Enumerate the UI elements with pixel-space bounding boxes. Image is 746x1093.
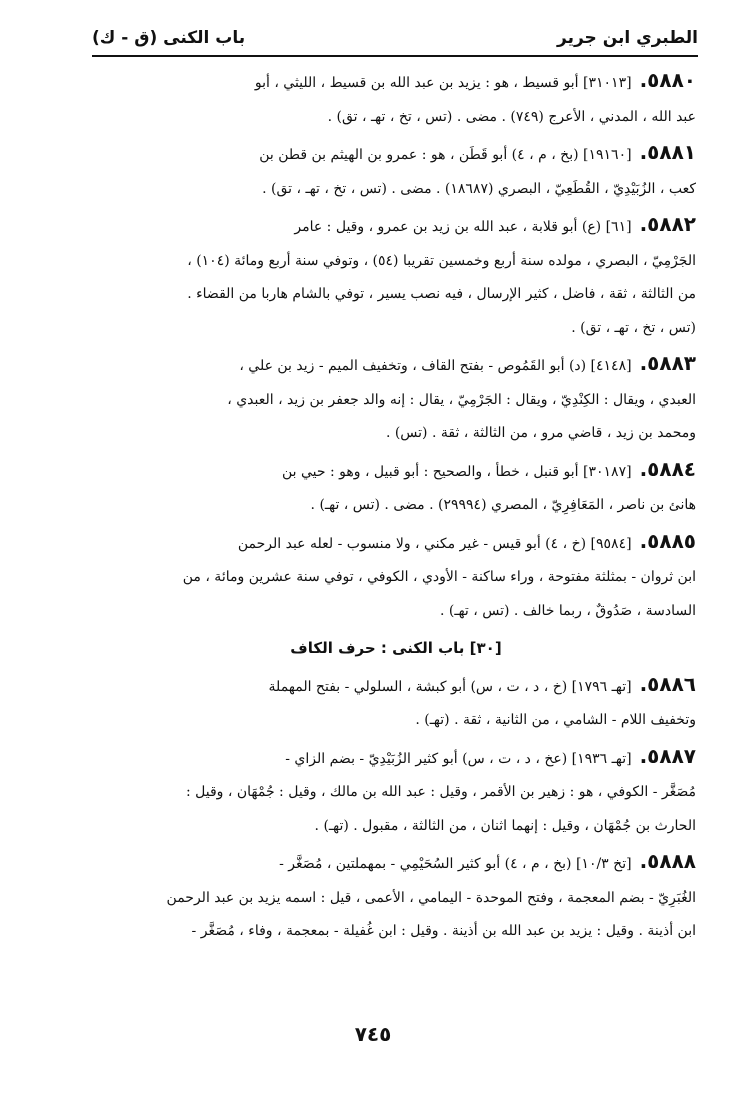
entry-line (96, 64, 696, 101)
entry-text: عبد الله ، المدني ، الأعرج (٧٤٩) . مضى . (تس ، تخ ، تهـ ، تق) . (327, 108, 696, 125)
header-rule (92, 55, 698, 57)
entry-line (96, 882, 696, 916)
page-number: ٧٤٥ (354, 1022, 392, 1046)
entry (96, 845, 696, 949)
entry-text: [تهـ ١٧٩٦] (خ ، د ، ت ، س) أبو كبشة ، السلولي - بفتح المهملة (268, 678, 632, 695)
entry-text: ومحمد بن زيد ، قاضي مرو ، من الثالثة ، ثقة . (تس) . (385, 425, 696, 441)
header-chapter-title: باب الكنى (ق - ك) (92, 28, 246, 48)
entry-number: ٥٨٨٤. (639, 456, 696, 481)
entry-text: ابن أذينة . وقيل : يزيد بن عبد الله بن أذينة . وقيل : ابن غُفيلة - بمعجمة ، وفاء ، مُصَغَّر - (191, 923, 696, 939)
entry (96, 668, 696, 738)
entry-text: ابن ثروان - بمثلثة مفتوحة ، وراء ساكنة - الأودي ، الكوفي ، توفي سنة عشرين ومائة ، من (182, 569, 696, 585)
entry-number: ٥٨٨٧. (639, 743, 696, 768)
entry-line (96, 101, 696, 135)
entry-line (96, 561, 696, 595)
entry-line (96, 245, 696, 279)
entry-line (96, 845, 696, 882)
entry-text: الحارث بن جُمْهَان ، وقيل : إنهما اثنان ، من الثالثة ، مقبول . (تهـ) . (314, 817, 696, 834)
entry-number: ٥٨٨٢. (639, 212, 696, 236)
entry-text: [تهـ ١٩٣٦] (عخ ، د ، ت ، س) أبو كثير الزُبَيْدِيّ - بضم الزاي - (285, 750, 632, 767)
entry-text: العبدي ، ويقال : الكِنْدِيّ ، ويقال : الجَرْمِيّ ، يقال : إنه والد جعفر بن زيد ، العبدي ، (227, 391, 696, 408)
entry-text: [٦١] (ع) أبو قلابة ، عبد الله بن زيد بن عمرو ، وقيل : عامر (294, 219, 632, 235)
entry-line (96, 595, 696, 629)
entry-text: السادسة ، صَدُوقٌ ، ربما خالف . (تس ، تهـ) . (439, 602, 696, 619)
entry-text: الغُبَرِيّ - بضم المعجمة ، وفتح الموحدة - اليمامي ، الأعمى ، قيل : اسمه يزيد بن عبد الرحمن (166, 889, 696, 906)
entry (96, 64, 696, 134)
entry-text: [٣٠١٨٧] أبو قنبل ، خطأ ، والصحيح : أبو قبيل ، وهو : حيي بن (281, 463, 632, 480)
entry-number: ٥٨٨٨. (639, 849, 696, 873)
entry-line (96, 810, 696, 844)
running-header (92, 22, 698, 54)
entry-line (96, 312, 696, 346)
entry-text: من الثالثة ، ثقة ، فاضل ، كثير الإرسال ، فيه نصب يسير ، توفي بالشام هاربا من القضاء . (187, 286, 696, 302)
entry-text: [٤١٤٨] (د) أبو القَمُوص - بفتح القاف ، وتخفيف الميم - زيد بن علي ، (239, 358, 632, 374)
entry-text: الجَرْمِيّ ، البصري ، مولده سنة أربع وخمسين تقريبا (٥٤) ، وتوفي سنة أربع ومائة (١٠٤) ، (187, 252, 696, 269)
entry (96, 525, 696, 629)
entries-qaf (96, 64, 696, 628)
entry (96, 347, 696, 451)
entry-line (96, 740, 696, 777)
entry-line (96, 208, 696, 245)
entry-line (96, 489, 696, 523)
entry (96, 740, 696, 844)
entry-text: وتخفيف اللام - الشامي ، من الثانية ، ثقة . (تهـ) . (415, 712, 696, 728)
entry-text: [٣١٠١٣] أبو قسيط ، هو : يزيد بن عبد الله بن قسيط ، الليثي ، أبو (254, 75, 632, 91)
entry (96, 136, 696, 206)
entry-text: (تس ، تخ ، تهـ ، تق) . (571, 319, 696, 336)
entry (96, 453, 696, 523)
section-title: [٣٠] باب الكنى : حرف الكاف (290, 639, 502, 657)
entry-number: ٥٨٨١. (639, 140, 696, 164)
entry-line (96, 704, 696, 738)
header-book-title: الطبري ابن جرير (557, 28, 698, 48)
entry-line (96, 915, 696, 949)
entry (96, 208, 696, 345)
entry-text: [١٩١٦٠] (بخ ، م ، ٤) أبو قَطَن ، هو : عمرو بن الهيثم بن قطن بن (259, 147, 632, 163)
entry-text: مُصَغَّر - الكوفي ، هو : زهير بن الأقمر ، وقيل : عبد الله بن مالك ، وقيل : جُمْهَان ، وقيل : (185, 784, 696, 800)
entry-line (96, 668, 696, 705)
entry-line (96, 173, 696, 207)
entry-line (96, 417, 696, 451)
entry-text: كعب ، الزُبَيْدِيّ ، القُطَعِيّ ، البصري (١٨٦٨٧) . مضى . (تس ، تخ ، تهـ ، تق) . (262, 180, 696, 197)
entry-text: [٩٥٨٤] (خ ، ٤) أبو قيس - غير مكني ، ولا منسوب - لعله عبد الرحمن (237, 535, 632, 552)
entry-line (96, 136, 696, 173)
entry-line (96, 278, 696, 312)
entry-line (96, 525, 696, 562)
entry-number: ٥٨٨٥. (639, 528, 696, 553)
entry-line (96, 776, 696, 810)
entry-line (96, 384, 696, 418)
entry-number: ٥٨٨٠. (639, 68, 696, 92)
entry-text: [تخ ١٠/٣] (بخ ، م ، ٤) أبو كثير السُحَيْمِي - بمهملتين ، مُصَغَّر - (279, 856, 632, 872)
entry-text: هانئ بن ناصر ، المَعَافِرِيّ ، المصري (٢٩٩٩٤) . مضى . (تس ، تهـ) . (310, 497, 696, 513)
entry-line (96, 453, 696, 490)
entry-number: ٥٨٨٣. (639, 351, 696, 375)
entry-line (96, 347, 696, 384)
entry-number: ٥٨٨٦. (639, 671, 696, 696)
entries-kaf (96, 668, 696, 949)
page-body (96, 64, 696, 949)
